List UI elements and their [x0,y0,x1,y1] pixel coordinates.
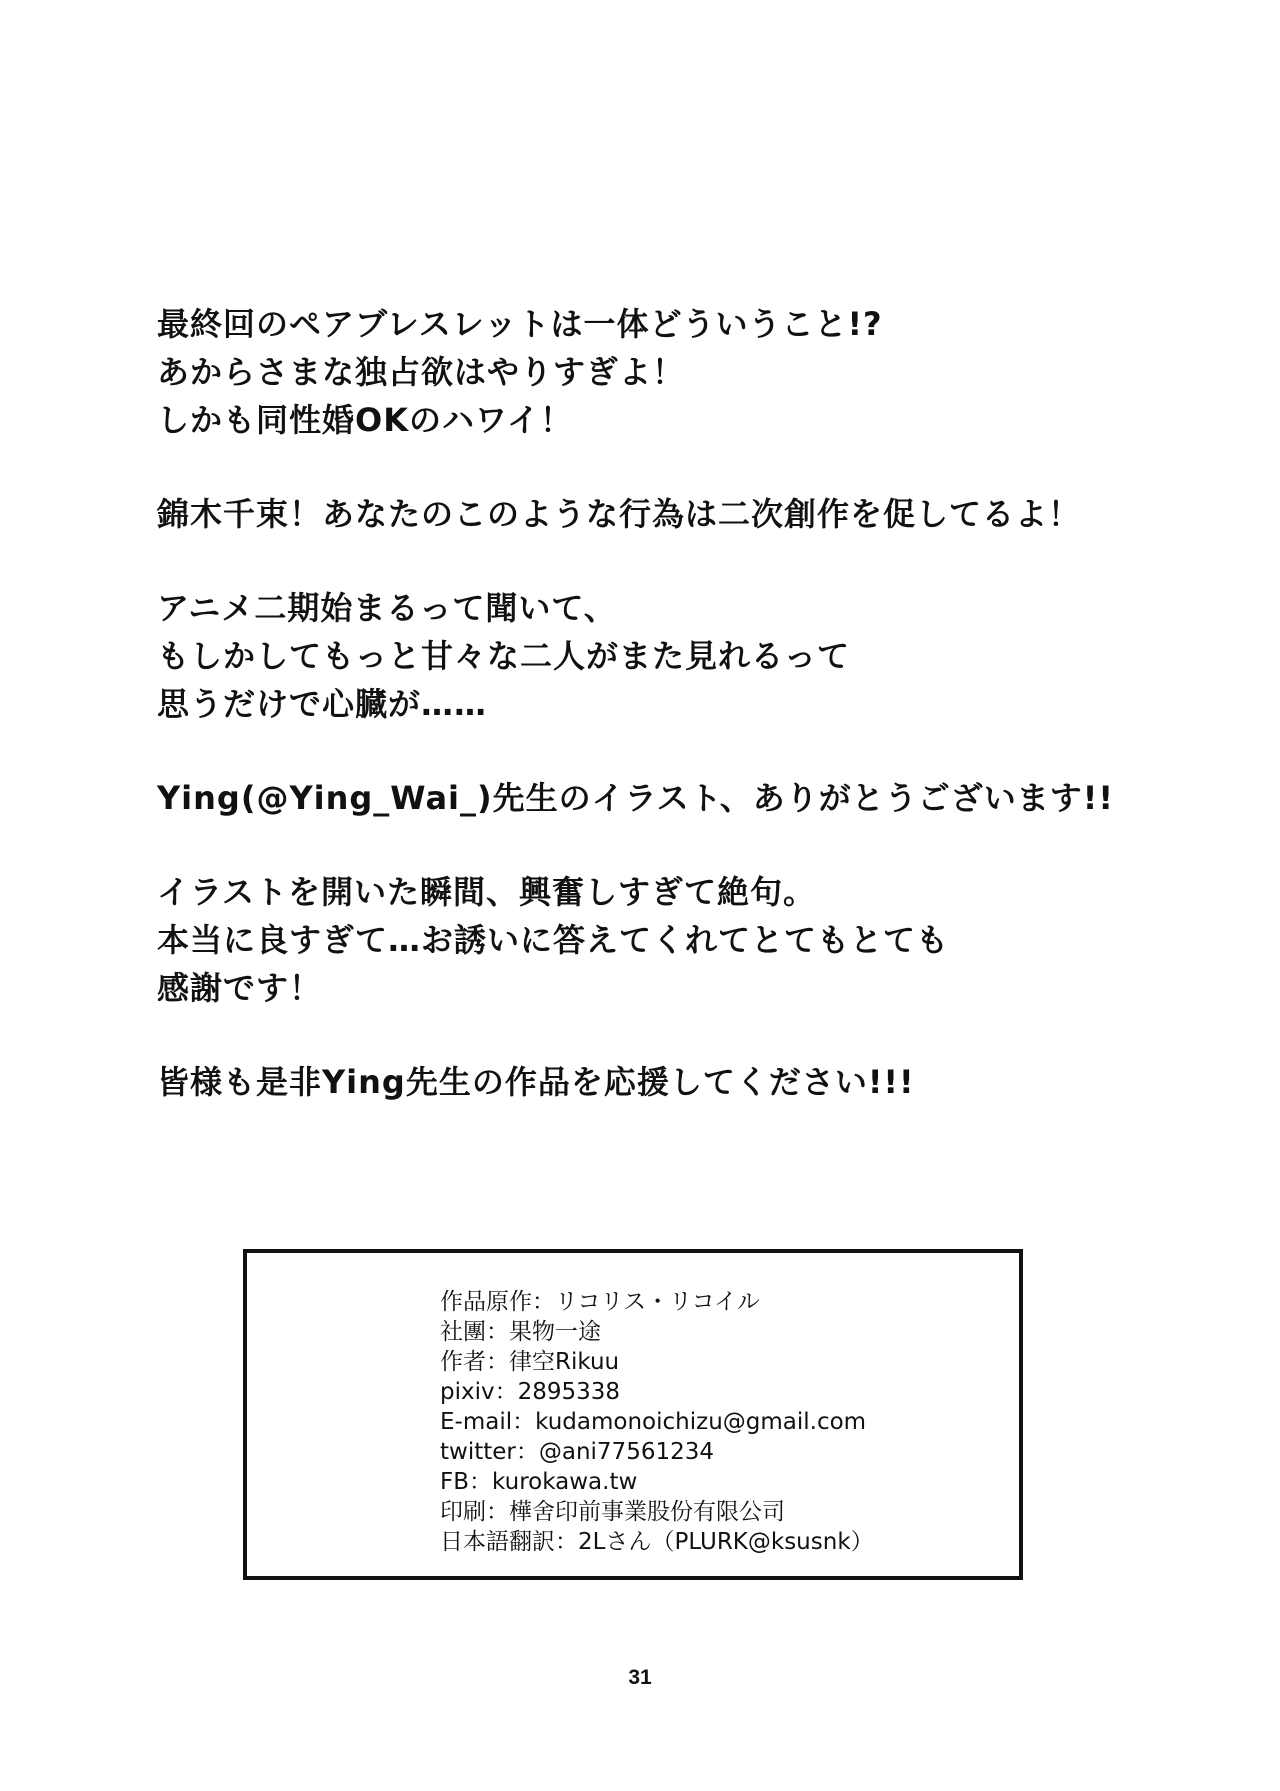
afterword-text [157,300,1157,1152]
page-number: 31 [628,1666,652,1689]
afterword-paragraph [157,774,1157,822]
afterword-line: 錦木千束！あなたのこのような行為は二次創作を促してるよ！ [157,495,1082,533]
afterword-paragraph [157,490,1157,538]
afterword-line: アニメ二期始まるって聞いて、 [157,589,617,627]
afterword-line: 思うだけで心臓が…… [157,685,488,723]
colophon-twitter: twitter：@ani77561234 [440,1439,714,1465]
colophon-author: 作者：律空Rikuu [440,1349,620,1375]
colophon-list [440,1287,874,1557]
colophon-circle: 社團：果物一途 [440,1319,601,1345]
afterword-line: 感謝です！ [157,969,323,1007]
colophon-facebook: FB：kurokawa.tw [440,1469,638,1495]
afterword-line: あからさまな独占欲はやりすぎよ！ [157,353,686,391]
afterword-paragraph [157,868,1157,1012]
colophon-printer: 印刷：樺舍印前事業股份有限公司 [440,1499,785,1525]
afterword-line: しかも同性婚OKのハワイ！ [157,401,574,439]
colophon-pixiv: pixiv：2895338 [440,1379,621,1405]
afterword-line: 本当に良すぎて…お誘いに答えてくれてとてもとても [157,921,950,959]
afterword-line: もしかしてもっと甘々な二人がまた見れるって [157,637,851,675]
afterword-paragraph [157,1058,1157,1106]
colophon-box [243,1249,1023,1580]
afterword-line: 最終回のペアブレスレットは一体どういうこと!? [157,305,883,343]
afterword-line: 皆様も是非Ying先生の作品を応援してください!!! [157,1063,915,1101]
afterword-paragraph [157,300,1157,444]
colophon-email: E-mail：kudamonoichizu@gmail.com [440,1409,867,1435]
colophon-translation: 日本語翻訳：2Lさん（PLURK@ksusnk） [440,1529,874,1555]
afterword-line: Ying(@Ying_Wai_)先生のイラスト、ありがとうございます!! [157,779,1114,817]
colophon-original-work: 作品原作：リコリス・リコイル [440,1289,760,1315]
afterword-line: イラストを開いた瞬間、興奮しすぎて絶句。 [157,873,817,911]
afterword-paragraph [157,584,1157,728]
